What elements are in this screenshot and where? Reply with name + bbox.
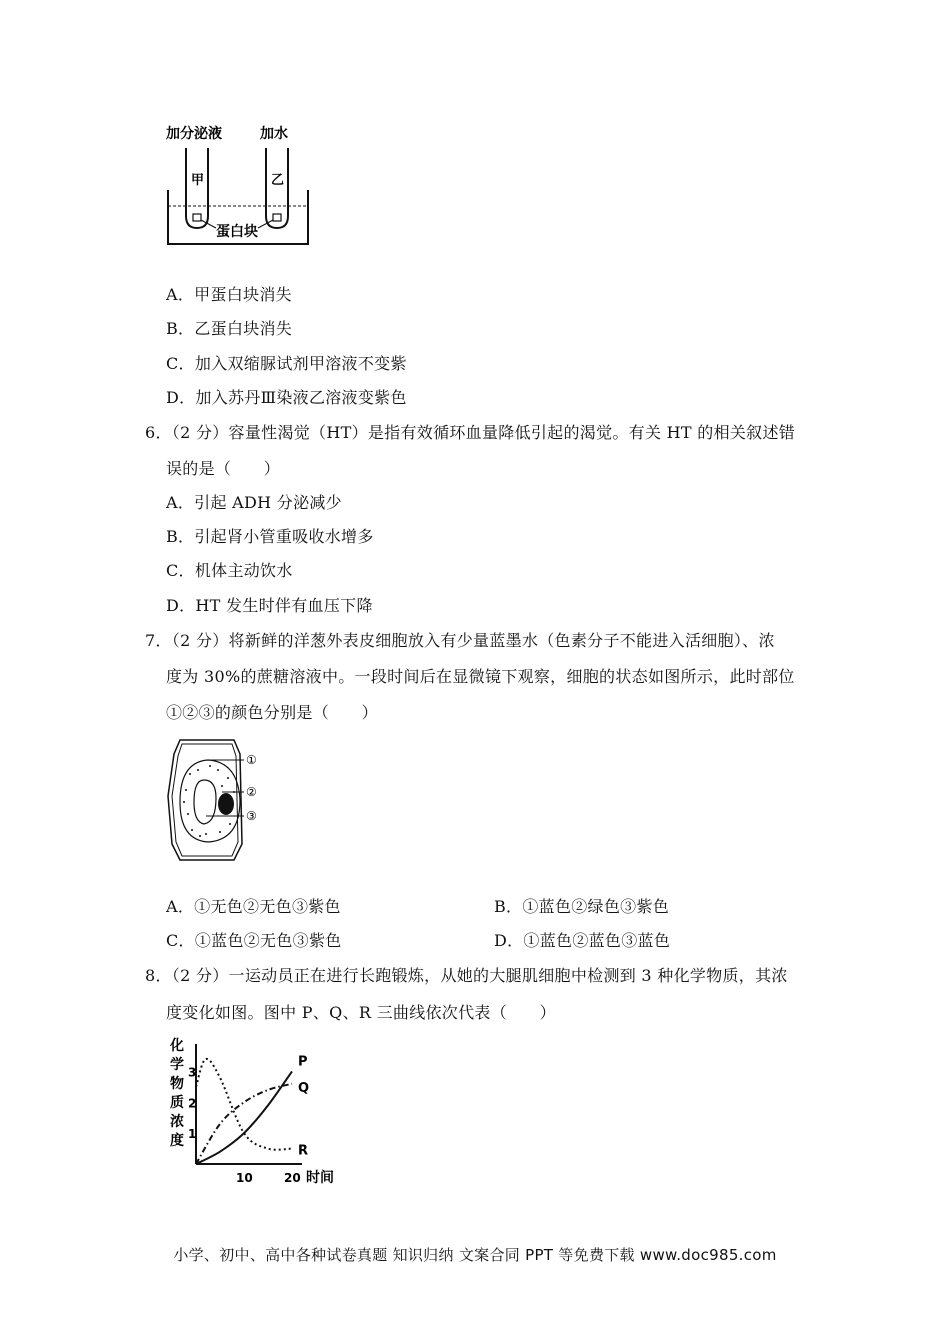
vacuole xyxy=(194,780,216,824)
y-tick-label-1: 1 xyxy=(188,1127,197,1142)
chart-x-label: 时间 xyxy=(306,1170,334,1186)
chart-y-label: 化学物质浓度 xyxy=(170,1038,184,1149)
fig7-label-1: ① xyxy=(246,753,257,767)
tube-right-label: 乙 xyxy=(271,173,285,188)
q7-option-c[interactable]: C．①蓝色②无色③紫色 xyxy=(166,931,342,950)
q7-option-d[interactable]: D．①蓝色②蓝色③蓝色 xyxy=(494,931,671,950)
y-tick-label-3: 3 xyxy=(188,1065,197,1080)
q6-option-a[interactable]: A．引起 ADH 分泌减少 xyxy=(166,493,342,512)
q6-option-d[interactable]: D．HT 发生时伴有血压下降 xyxy=(166,596,373,615)
series-line-Q xyxy=(196,1084,292,1164)
series-label-P: P xyxy=(298,1054,308,1070)
q6-option-c[interactable]: C．机体主动饮水 xyxy=(166,561,293,580)
q5-option-d[interactable]: D．加入苏丹Ⅲ染液乙溶液变紫色 xyxy=(166,388,407,407)
tube-left-label: 甲 xyxy=(191,173,205,188)
series-line-P xyxy=(196,1071,292,1164)
protein-block-left xyxy=(193,214,201,221)
x-tick-label-20: 20 xyxy=(284,1171,301,1185)
fig5-label-right: 加水 xyxy=(260,126,288,142)
q6-stem-line1: 6．（2 分）容量性渴觉（HT）是指有效循环血量降低引起的渴觉。有关 HT 的相关叙述错 xyxy=(145,423,796,442)
series-label-Q: Q xyxy=(298,1080,310,1096)
series-label-R: R xyxy=(298,1143,309,1159)
q5-option-a[interactable]: A．甲蛋白块消失 xyxy=(166,285,292,304)
concentration-chart xyxy=(162,1036,342,1188)
q7-stem-line1: 7．（2 分）将新鲜的洋葱外表皮细胞放入有少量蓝墨水（色素分子不能进入活细胞）、浓 xyxy=(145,631,775,650)
fig5-bottom-label: 蛋白块 xyxy=(216,224,258,240)
fig5-label-left: 加分泌液 xyxy=(166,126,222,142)
q8-stem-line1: 8．（2 分）一运动员正在进行长跑锻炼，从她的大腿肌细胞中检测到 3 种化学物质，其浓 xyxy=(145,966,788,985)
x-tick-label-10: 10 xyxy=(236,1171,253,1185)
page-footer: 小学、初中、高中各种试卷真题 知识归纳 文案合同 PPT 等免费下载 www.doc985.com xyxy=(173,1246,777,1264)
q5-option-c[interactable]: C．加入双缩脲试剂甲溶液不变紫 xyxy=(166,354,407,373)
q8-stem-line2: 度变化如图。图中 P、Q、R 三曲线依次代表（ ） xyxy=(166,1003,556,1022)
onion-cell-figure xyxy=(162,736,274,866)
q7-stem-line3: ①②③的颜色分别是（ ） xyxy=(166,703,378,722)
tube-right xyxy=(266,148,288,228)
test-tube-figure xyxy=(160,118,320,250)
q6-option-b[interactable]: B．引起肾小管重吸收水增多 xyxy=(166,527,374,546)
q7-option-a[interactable]: A．①无色②无色③紫色 xyxy=(166,897,341,916)
series-line-R xyxy=(196,1059,292,1150)
tube-left xyxy=(186,148,208,228)
y-tick-label-2: 2 xyxy=(188,1096,197,1111)
q5-option-b[interactable]: B．乙蛋白块消失 xyxy=(166,319,293,338)
fig7-label-3: ③ xyxy=(246,809,257,823)
nucleus xyxy=(218,793,234,815)
q7-option-b[interactable]: B．①蓝色②绿色③紫色 xyxy=(494,897,670,916)
q6-stem-line2: 误的是（ ） xyxy=(166,459,281,478)
q7-stem-line2: 度为 30%的蔗糖溶液中。一段时间后在显微镜下观察，细胞的状态如图所示，此时部位 xyxy=(166,667,795,686)
protein-block-right xyxy=(273,214,281,221)
fig7-label-2: ② xyxy=(246,785,257,799)
